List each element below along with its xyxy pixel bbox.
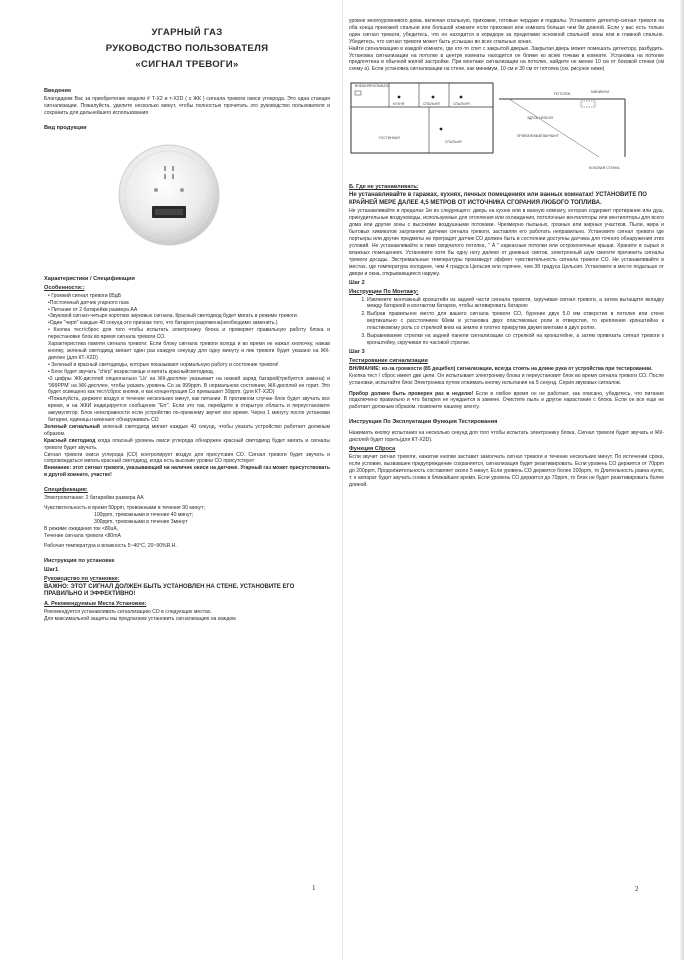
spec-heading: Спецификация: <box>44 487 88 494</box>
floor-plan <box>351 83 493 153</box>
location-paragraph-1: уровне многоуровневого дома, включая спальную, прихожие, готовые чердаки и подвалы. Установите детектор-сигнал тревоги на оба конца прихожей спальни или большой комнате если прихожая или комната больше чем 9м длиной. Если у вас есть только один сигнал тревоги, убедитесь, что он находится в коридоре за пределами основной спальной зоны или в главной спальне. Убедитесь, что сигнал тревоги может быть услышан во всех спальных зонах. <box>349 18 664 45</box>
feature-item: •3 цифры ЖК-дисплей опционально 'Lb' на ЖК-дисплее указывает на низкий заряд батарей(требуется замена) и '999PPM' на ЖК-дисплее, чтобы указать уровень Со за 999ppm. В нормальном состоянии, ЖК-дисплей не горит. Это будет освещено как тест/сброс кнопки, и как концентрация Со превышает 30ppm. (для КТ-Х2D) <box>48 375 330 396</box>
attention-text: этот сигнал тревоги, указывающий на наличие окиси на датчике. Угарный газ может присутствовать в другой комнате, участке! <box>44 465 330 479</box>
feature-item: • Громкий сигнал тревоги 85дБ <box>48 292 122 299</box>
install-heading: Инструкция по установке <box>44 557 115 564</box>
smoke-detector-image <box>114 140 224 250</box>
label-minimum: МИНИМУМ <box>591 90 609 95</box>
where-not-caps: Не устанавливайте в гаражах, кухнях, печных помещениях или ванных комнатах! УСТАНОВИТЕ ПО КРАЙНЕЙ МЕРЕ ДАЛЕЕ 4,5 МЕТРОВ ОТ ИСТОЧНИКА СГОРАНИЯ ЛЮБОГО ТОПЛИВА. <box>349 192 647 206</box>
title-line-2: РУКОВОДСТВО ПОЛЬЗОВАТЕЛЯ <box>105 43 269 54</box>
mount-steps-list <box>349 297 664 347</box>
green-led-label: Зеленый сигнальный <box>44 423 100 430</box>
sensor-text: Сигнал тревоги окиси углерода (СО) контролирует воздух для присутсвия СО. Сигнал тревоги будет звучать и сопровождаться мигать красный светодиод, когда есть высокие уровни СО присутствует <box>44 451 330 465</box>
test-warning-label: ВНИМАНИЕ: <box>349 365 381 372</box>
spec-environment: Рабочая температура и влажность 5~40°C, 20~90%R.H. <box>44 542 177 549</box>
page-number: 2 <box>635 885 639 893</box>
step-1-label: Шаг1 <box>44 566 59 573</box>
green-led-paragraph <box>44 424 330 438</box>
red-led-text: когда опасный уровень окиси углерода обнаружен красный светодиод будет мигать и сигналы тревоги будет звучать. <box>44 437 330 451</box>
features-heading: Особенности:: <box>44 284 85 291</box>
weekly-check-text: Если в любое время он не работает, как описано, убедитесь, что питание подключено правильно и что батарея не нуждается в замене. Очистите пыль и другое нарастание с блока. Если он все еще не работает должным образом, позвоните нашему агенту. <box>349 390 664 411</box>
page-right <box>342 0 684 960</box>
step-3-label: Шаг 3 <box>349 348 365 355</box>
operation-heading: Инструкция По Эксплуатации Функция Тестирования <box>349 419 498 426</box>
label-not-here: ЗДЕСЬ НЕЛЬЗЯ <box>527 116 553 121</box>
scan-edge <box>680 0 684 960</box>
location-paragraph-2: Найти сигнализацию в каждой комнате, где кто-то спит с закрытой дверью. Закрытая дверь может помешать детектору, разбудить. Установка сигнализации на потолке в центре комнаты находится он ближе ко всем точкам в комнате. Установка на потолке предпочтена в обычной жилой застройке. При монтаже сигнализации на потолке, найдите не менее 10 см от боковой стенки (см схему а). Если установка сигнализации на стене, как минимум, 10 см и 30 см от потолка (см. рисунок ниже) <box>349 45 664 73</box>
specs-heading: Характеристики / Спецификация <box>44 275 135 282</box>
test-warning-paragraph <box>349 366 664 373</box>
product-view-heading: Вид продукции <box>44 124 87 131</box>
feature-item: •Постоянный датчик угарного газа <box>48 299 129 306</box>
intro-text: Благодарим Вас за приобретение модели # Т-Х2 и т-Х2D ( с ЖК ) сигнала тревоги окиси углерода. Это одна станция сигнализации. Пожалуйста, уделите несколько минут, чтобы полностью прочитать это руководство пользователя и сохранить для дальнейшего использования <box>44 96 330 116</box>
mount-heading: Инструкции По Монтажу: <box>349 288 419 295</box>
reset-heading: Функция Сброса <box>349 446 396 453</box>
feature-item: Характеристика памяти сигнала тревоги: Если блоку сигнала тревоги всегда и во время не нажал кнопочку, нажав кнопку, зеленый светодиод мигает один раз каждую секунду для одну минуту и пик тревоги будет указано на ЖК-диплее (для КТ-Х2D) <box>48 341 330 361</box>
feature-item: •Звуковой сигнал-четыре коротких звуковых сигнала. Красный светодиод будет мигать в режиме тревоги. <box>48 313 299 320</box>
installation-diagram <box>349 77 639 173</box>
step-2-label: Шаг 2 <box>349 279 365 286</box>
weekly-check-paragraph <box>349 391 664 412</box>
label-upper-room: ВНЕШНЯЯ КОМНАТА <box>355 84 390 89</box>
recommended-text-1: Рекомендуется устанавливать сигнализацию СО в следующих местах. <box>44 608 212 615</box>
test-heading: Тестирование сигнализации <box>349 357 428 364</box>
reset-text: Если звучит сигнал тревоги, нажатие кнопки заставит замолчать сигнал тревоги и течение нескольких минут. По истечении срока, если условие, вызвавшее предупреждение сохраняется, сигнализация будет реактивировать. Если уровень СО держится от 70ppm до 200ppm, Продолжительность составляет около 5 минут. Если уровень СО держится более 200ppm, то Длительность равна нулю, т. е аппарат будет звучать снова в ближайшее время. Если уровень СО держится до 70ppm, то блок не будет реактивировать более длиной. <box>349 454 664 488</box>
mount-step: 2. Выбрав правильное место для вашего сигнала тревоги СО, бурение двух 5.0 мм отверстия в потолке или стене вертикально с расстоянием 60мм в установка двух пластиковых роли в отверстия, то крепления кронштейна к пластиковому роль со стрелкой вниз на землю и плотно приврутив двумя винтами в двух ролях. <box>367 311 664 332</box>
spec-alarm-current: Течение сигнала тревоги <80mA <box>44 532 121 539</box>
feature-item: • Кнопка тест/сброс для того чтобы испытать электронику блока и проверяет правильную работу блока и перестановке блок во время сигнала тревоги СО. <box>48 327 330 341</box>
intro-heading: Введение <box>44 88 72 94</box>
recommended-text-2: Для максимальной защиты мы предлагаем установить сигнализацию на каждом <box>44 615 236 622</box>
test-text: Кнопка тест / сброс имеет две цели. Он испытывает электронику блока и переустановит блок во время сигнала тревоги СО. После установки, испытайте блок Электроника путем отжимать кнопку испытания на 5 секунд. Серия звуковых сигналов. <box>349 372 664 386</box>
red-led-paragraph <box>44 438 330 452</box>
title-line-3: «СИГНАЛ ТРЕВОГИ» <box>135 59 239 70</box>
label-bedroom-1: СПАЛЬНЯ <box>423 102 440 107</box>
feature-item: • Питание от 2 батарейки размера АА <box>48 306 138 313</box>
where-not-text: Не устанавливайте в пределах 1м из следующего: дверь на кухню или в ванную комнату, которая содержит протирание или душ, принудительные воздуховоды, используемые для отопления или охлаждения, потолочные вентиляторы или вентиляторы для всего дома или другие зоны с высокими воздушными потоками. Чрезмерно пыльных, грязных или жирных участков. Пыли, жира и бытовых химикатов загрязняют датчики сигнала тревоги, заставляя его работать неправильно. Установите сигнал тревоги где портьеры или другие предметы не преградят датчик СО должен быть в состоянии доступны датчика для точного обнаружения этих условий. Не устанавливайте в пики сводчатого потолка, " А " каркасные потолки или остроконечные крыши. Храните в сырых и влажных помещениях. Установите хотя бы одну ногу далеко от дневных светов, электронный шум смогите причинить сигналы тревоги досады. Экстремальные температуры произведут эффект чувствительность сигнала тревоги СО. Не устанавливайте в местах, где температура холоднее, чем 4 градуса Цельсия или горячее, чем 38 градуса Цельсия. Установите в месте подальше от двери и окна, открывающиеся наружу. <box>349 208 664 277</box>
install-important: ВАЖНО: ЭТОТ СИГНАЛ ДОЛЖЕН БЫТЬ УСТАНОВЛЕН НА СТЕНЕ. УСТАНОВИТЕ ЕГО ПРАВИЛЬНО И ЭФФЕКТИВНО! <box>44 583 295 598</box>
label-ceiling: ПОТОЛОК <box>554 92 571 97</box>
red-led-label: Красный светодиод <box>44 437 96 444</box>
label-living-room: ГОСТИННАЯ <box>379 136 400 141</box>
product-photo <box>114 140 224 250</box>
label-bedroom-2: СПАЛЬНЯ <box>453 102 470 107</box>
recommended-heading: А. Рекомендуемые Места Установки: <box>44 600 147 607</box>
feature-item: •Пожалуйста, держите воздух в течение нескольких минут, как питании. В противном случае блок будет звучать все время, и на ЖКИ индицируется сообщение "Err". Если это так, перейдите в открытую область и переустановите аккумулятор. Блок неисправности если устройство по-прежнему звучит все время. Через 1 минуту после установки батареи, единицы начинают обнаруживать СО <box>48 396 330 424</box>
feature-item: • Зеленый и красный светодиоды, которые показывают нормальную работу и состояние тревоги! <box>48 361 279 368</box>
spec-sensitivity-1: Чувствительность в время 50ppm, тревожными в течение 90 минут; <box>44 505 205 512</box>
label-side-wall: БОКОВАЯ СТЕНКА <box>589 166 620 171</box>
install-guide-heading: Руководство по установке: <box>44 575 120 582</box>
page-number: 1 <box>312 884 316 892</box>
spec-sensitivity-3: 300ppm, тревожными в течение 3минут <box>94 518 188 525</box>
spec-sensitivity-2: 100ppm, тревожными в течение 40 минут; <box>94 512 194 518</box>
operation-text: Нажимать кнопку испытания на несколько секунд для того чтобы испытать электронику блока. Сигнал тревоги будет звучать и ЖК-дисплей будет гореть(для КТ-Х2D). <box>349 430 664 444</box>
weekly-check-label: Прибор должен быть проверен раз в неделю! <box>349 390 474 397</box>
where-not-heading: Б. Где не устанавливать: <box>349 184 419 191</box>
feature-item: • Блок будет звучать "chirp" возрастающе и мигать красныйсветодиод. <box>48 368 215 375</box>
feature-item: •Один "чирп" каждые 40 секунд-это признак того, что батарея разряжена(необходимо заменить.) <box>48 320 278 327</box>
green-led-text: зеленый светодиод мигает каждые 40 секунд, чтобы указать устройство работает должным образом. <box>44 423 330 437</box>
test-warning-text: из-за громкости (85 децибел) сигнализации, всегда стоять на длине руки от устройства при тестировании. <box>381 365 653 372</box>
label-bedroom-3: СПАЛЬНЯ <box>445 140 462 145</box>
label-kitchen: КУХНЯ <box>393 102 405 107</box>
mount-step: 1. Извлеките монтажный кронштейн из задней части сигнала тревоги, скручивая сигнал тревоги, а затем вытащите вкладку между батареей и контактом батареи, чтобы активировать батарею <box>367 297 664 311</box>
attention-label: Внимание: <box>44 465 72 472</box>
spec-power: Электропитание: 2 батарейки размера АА <box>44 495 144 502</box>
spec-standby: В режиме ожидания ток <80uA, <box>44 525 119 532</box>
label-acceptable: ПРИЕМЛЕМЫЙ ВАРИАНТ <box>517 134 559 139</box>
attention-paragraph <box>44 465 330 479</box>
placement-side-view <box>499 90 625 170</box>
mount-step: 3. Выравнивание стрелки на задней панели сигнализации со стрелкой на кронштейне, а затем привязать сигнал тревоги к кронштейну, скручивая по часовой стрелке. <box>367 333 664 347</box>
title-line-1: УГАРНЫЙ ГАЗ <box>151 27 223 38</box>
